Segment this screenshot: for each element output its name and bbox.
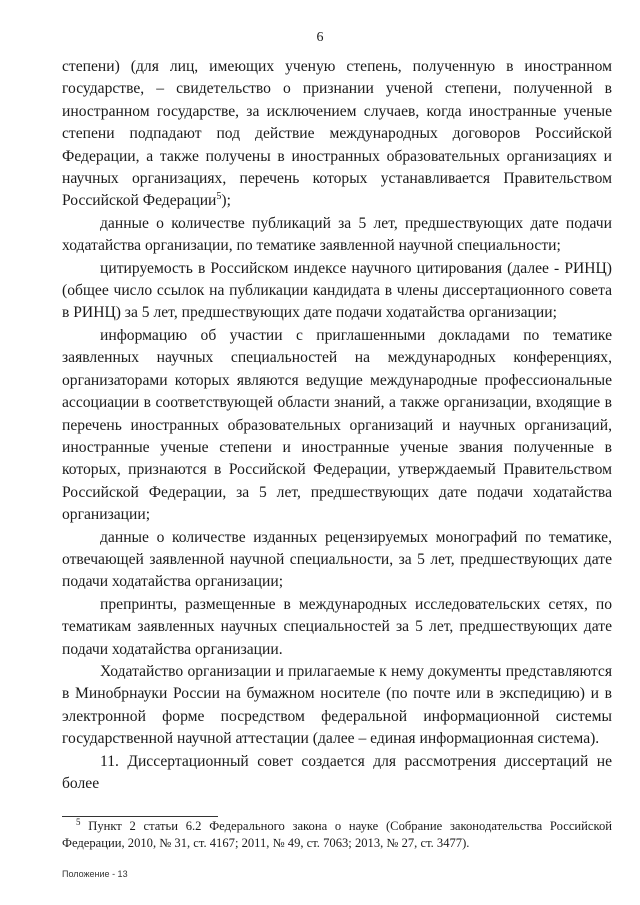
page-label: Положение - 13 xyxy=(62,869,128,879)
paragraph-conferences: информацию об участии с приглашенными докладами по тематике заявленных научных специальностей на международных конференциях, организаторами которых являются ведущие международные профессиональные ассоциации в соответствующей области знаний, а также организации, входящие в перечень иностранных образовательных организаций и научных организаций, иностранные ученые степени и иностранные ученые звания полученные в которых, признаются в Российской Федерации, утверждаемый Правительством Российской Федерации, за 5 лет, предшествующих дате подачи ходатайства организации; xyxy=(62,326,612,524)
paragraph-submission: Ходатайство организации и прилагаемые к нему документы представляются в Минобрнауки России на бумажном носителе (по почте или в экспедицию) и в электронной форме посредством федеральной информационной системы государственной научной аттестации (далее – единая информационная система). xyxy=(62,662,612,748)
paragraph-publications: данные о количестве публикаций за 5 лет, предшествующих дате подачи ходатайства организации, по тематике заявленной научной специальности; xyxy=(62,214,612,255)
paragraph-clause-11: 11. Диссертационный совет создается для рассмотрения диссертаций не более xyxy=(62,752,612,792)
paragraph-monographs: данные о количестве изданных рецензируемых монографий по тематике, отвечающей заявленной научной специальности, за 5 лет, предшествующих дате подачи ходатайства организации; xyxy=(62,528,612,591)
footnote xyxy=(62,818,612,852)
footnote-marker: 5 xyxy=(76,816,81,827)
body-text xyxy=(62,56,612,795)
paragraph-text: степени) (для лиц, имеющих ученую степень, полученную в иностранном государстве, – свидетельство о признании ученой степени, полученной в иностранном государстве, за исключением случаев, когда иностранные ученые степени подпадают под действие международных договоров Российской Федерации, а также получены в иностранных образовательных организациях и научных организациях, перечень которых устанавливается Правительством Российской Федерации xyxy=(62,58,612,210)
footnote-reference: 5 xyxy=(216,191,222,203)
page-number: 6 xyxy=(316,30,324,45)
paragraph-citations: цитируемость в Российском индексе научного цитирования (далее - РИНЦ) (общее число ссылок на публикации кандидата в члены диссертационного совета в РИНЦ) за 5 лет, предшествующих дате подачи ходатайства организации; xyxy=(62,259,612,322)
footnote-divider xyxy=(62,816,218,817)
paragraph-text-end: ); xyxy=(221,192,231,210)
paragraph-degree-continuation xyxy=(62,56,612,213)
paragraph-preprints: препринты, размещенные в международных исследовательских сетях, по тематикам заявленных научных специальностей за 5 лет, предшествующих дате подачи ходатайства организации. xyxy=(62,595,612,658)
footnote-text: Пункт 2 статьи 6.2 Федерального закона о науке (Собрание законодательства Российской Федерации, 2010, № 31, ст. 4167; 2011, № 49, ст. 7063; 2013, № 27, ст. 3477). xyxy=(62,819,612,850)
